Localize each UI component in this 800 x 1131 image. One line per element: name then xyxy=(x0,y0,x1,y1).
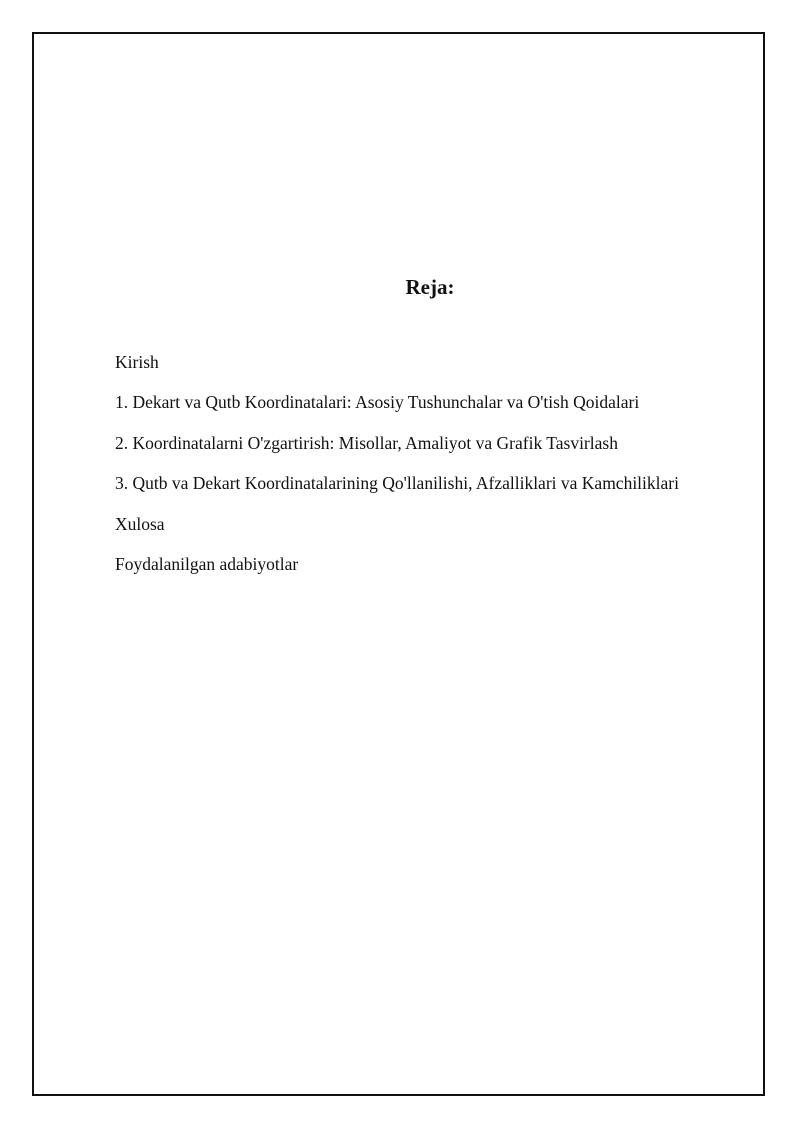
toc-item-chapter-3: 3. Qutb va Dekart Koordinatalarining Qo'llanilishi, Afzalliklari va Kamchiliklari xyxy=(115,473,679,494)
table-of-contents xyxy=(115,350,679,592)
toc-item-chapter-1: 1. Dekart va Qutb Koordinatalari: Asosiy Tushunchalar va O'tish Qoidalari xyxy=(115,392,640,413)
toc-item-chapter-2: 2. Koordinatalarni O'zgartirish: Misollar, Amaliyot va Grafik Tasvirlash xyxy=(115,432,618,453)
toc-item-references: Foydalanilgan adabiyotlar xyxy=(115,553,299,574)
page-title: Reja: xyxy=(405,275,455,299)
toc-item-conclusion: Xulosa xyxy=(115,513,165,534)
toc-item-introduction: Kirish xyxy=(115,352,159,372)
